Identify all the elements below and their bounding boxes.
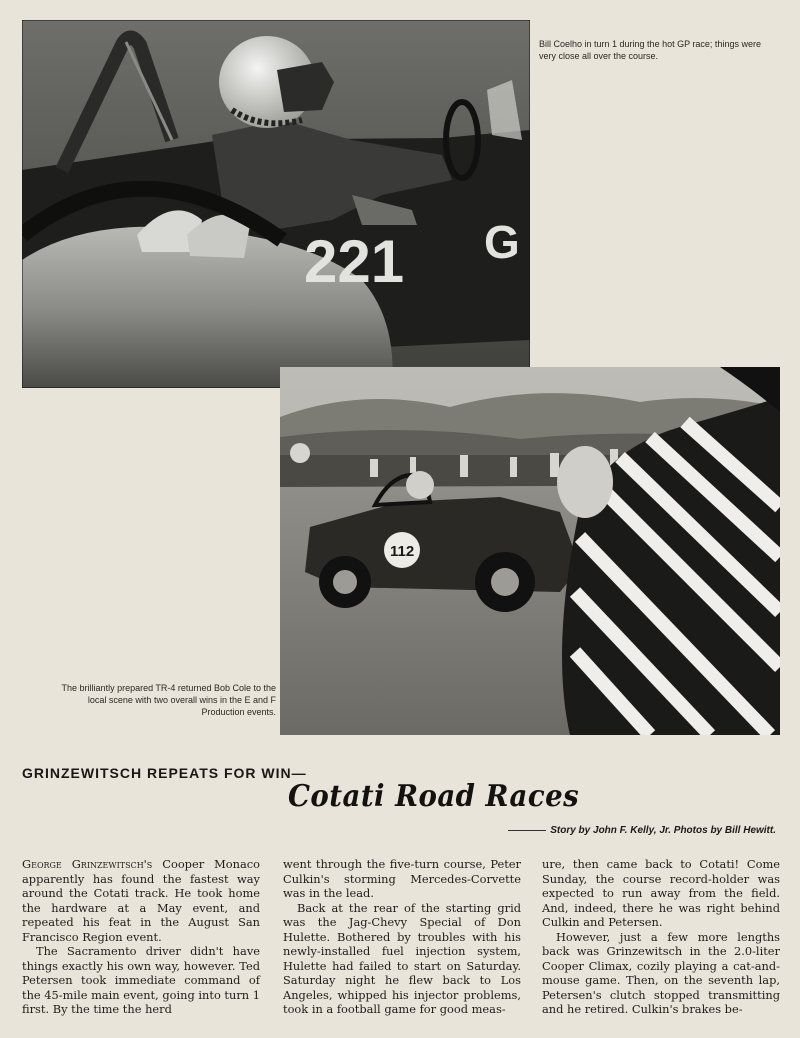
paragraph	[22, 857, 260, 944]
article-headline: Cotati Road Races	[288, 779, 580, 814]
photo-race-car-driver	[22, 20, 530, 388]
caption-top-photo: Bill Coelho in turn 1 during the hot GP race; things were very close all over the course.	[539, 39, 761, 61]
article-column-2	[283, 857, 521, 1017]
article-kicker: GRINZEWITSCH REPEATS FOR WIN—	[22, 765, 307, 781]
car-number-112: 112	[390, 543, 415, 560]
paragraph-text: Cooper Monaco apparently has found the fastest way around the Cotati track. He took home the hardware at a May event, and repeated his feat in the August San Francisco Region event.	[22, 857, 260, 944]
paragraph: ure, then came back to Cotati! Come Sunday, the course record-holder was expected to run away from the field. And, indeed, there he was right behind Culkin and Petersen.	[542, 857, 780, 929]
paragraph: However, just a few more lengths back was Grinzewitsch in the 2.0-liter Cooper Climax, cozily playing a cat-and-mouse game. Then, on the seventh lap, Petersen's clutch stopped transmitting and he retired. Culkin's brakes be-	[542, 929, 780, 1016]
article-column-1	[22, 857, 260, 1017]
article-byline	[508, 825, 776, 836]
article-column-3	[542, 857, 780, 1017]
lead-name: George Grinzewitsch's	[22, 857, 153, 871]
car-number-221: 221	[304, 228, 405, 295]
byline-rule	[508, 830, 546, 831]
paragraph: went through the five-turn course, Peter Culkin's storming Mercedes-Corvette was in the lead.	[283, 857, 521, 900]
byline-text: Story by John F. Kelly, Jr. Photos by Bill Hewitt.	[550, 825, 776, 836]
photo-tr4-car	[280, 367, 780, 735]
paragraph: Back at the rear of the starting grid was the Jag-Chevy Special of Don Hulette. Bothered by troubles with his newly-installed fuel injection system, Hulette had failed to start on Saturday. Saturday night he flew back to Los Angeles, whipped his injector problems, took in a football game for good meas-	[283, 900, 521, 1016]
paragraph: The Sacramento driver didn't have things exactly his own way, however. Ted Petersen took immediate command of the 45-mile main event, going into turn 1 first. By the time the herd	[22, 944, 260, 1016]
car-letter: G	[484, 216, 520, 268]
caption-middle-photo: The brilliantly prepared TR-4 returned Bob Cole to the local scene with two overall wins in the E and F Production events.	[61, 683, 276, 717]
